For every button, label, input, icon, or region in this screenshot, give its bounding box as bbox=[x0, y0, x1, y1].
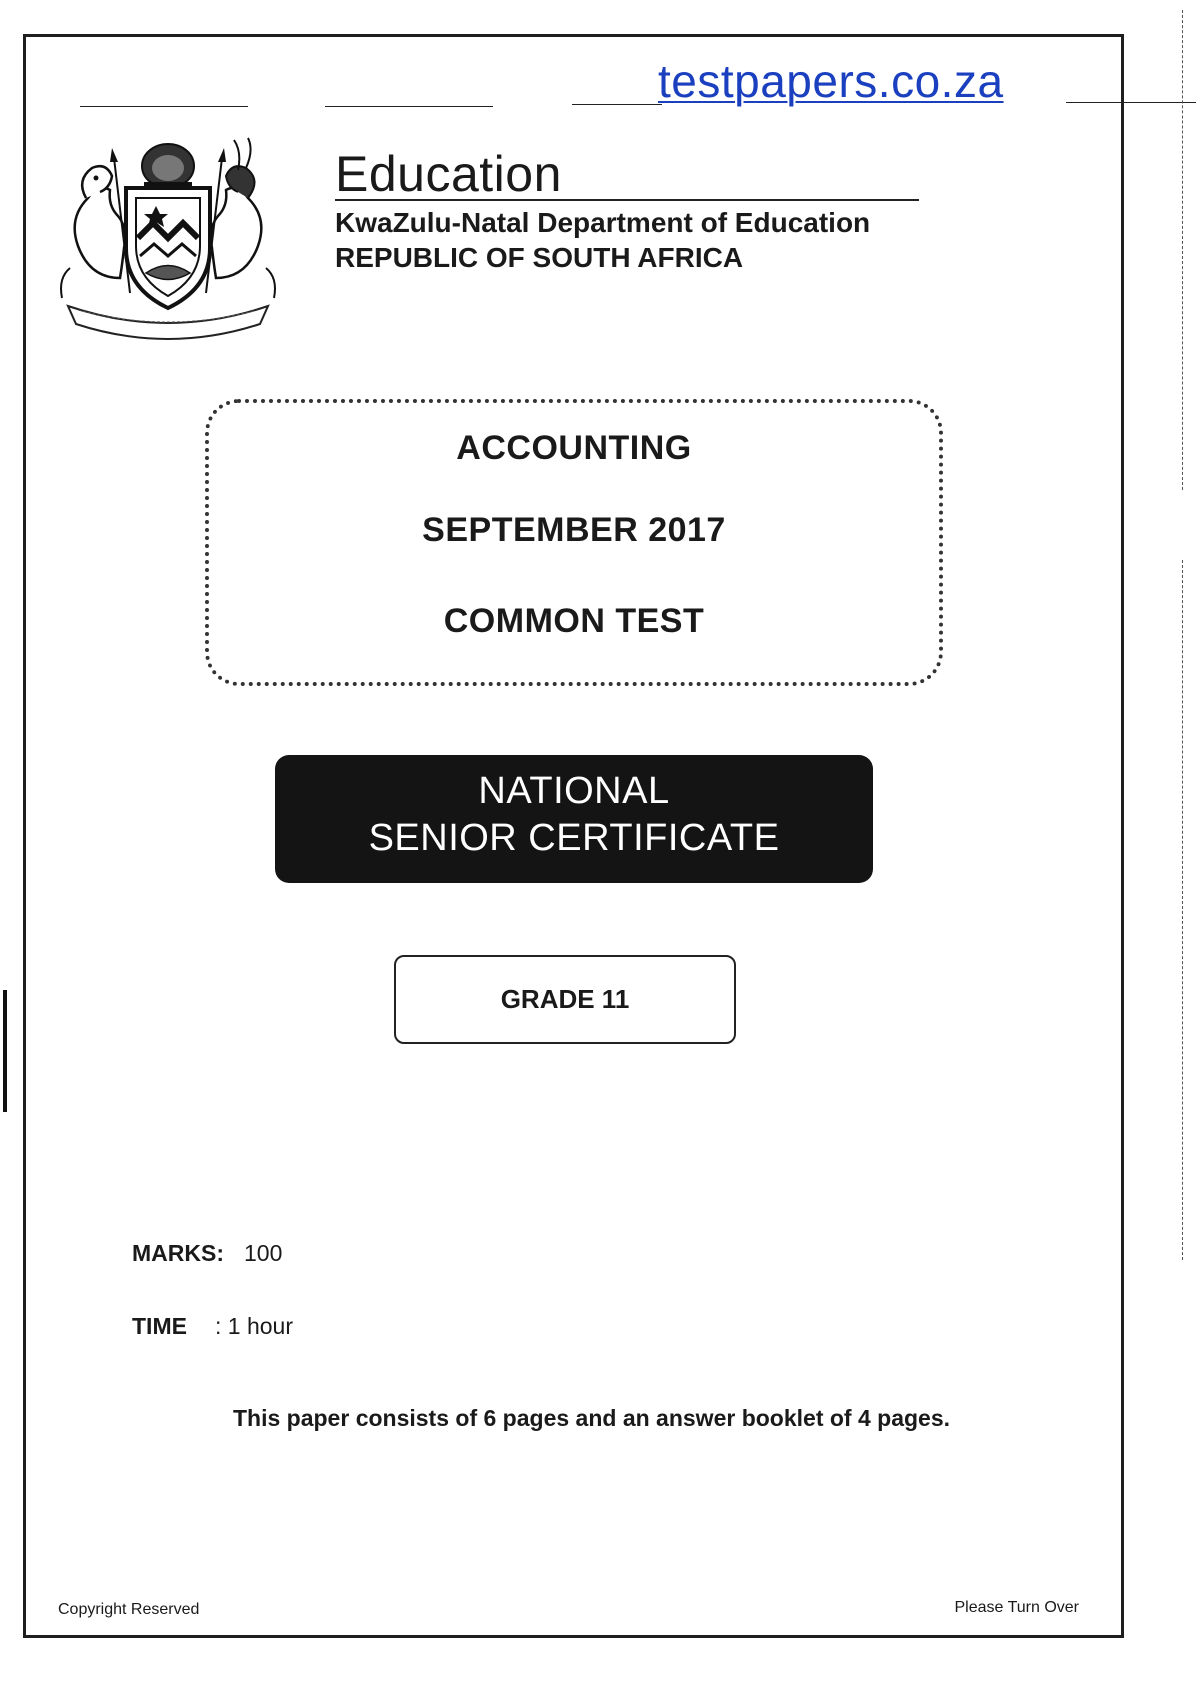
title-underline bbox=[335, 199, 919, 201]
department-name: KwaZulu-Natal Department of Education bbox=[335, 207, 871, 238]
exam-type: COMMON TEST bbox=[443, 602, 705, 640]
grade-box bbox=[394, 955, 736, 1044]
subject-title: ACCOUNTING bbox=[456, 429, 692, 467]
exam-session: SEPTEMBER 2017 bbox=[422, 511, 726, 549]
time-value: : 1 hour bbox=[215, 1313, 293, 1339]
marks-value: 100 bbox=[244, 1240, 283, 1266]
certificate-line-2: SENIOR CERTIFICATE bbox=[368, 817, 780, 859]
header-rule-segment bbox=[325, 106, 493, 107]
watermark-link[interactable]: testpapers.co.za bbox=[658, 55, 1004, 107]
pages-note: This paper consists of 6 pages and an answer booklet of 4 pages. bbox=[233, 1405, 951, 1431]
coat-of-arms-icon bbox=[48, 128, 288, 343]
time-label: TIME bbox=[132, 1313, 187, 1339]
subject-box bbox=[205, 399, 943, 686]
certificate-banner bbox=[275, 755, 873, 883]
scan-edge-mark bbox=[1182, 10, 1183, 490]
scan-edge-mark bbox=[1182, 560, 1183, 1260]
footer-copyright: Copyright Reserved bbox=[58, 1601, 200, 1618]
grade-label: GRADE 11 bbox=[500, 984, 630, 1014]
scan-edge-bar bbox=[3, 990, 7, 1112]
marks-label: MARKS: bbox=[132, 1240, 224, 1266]
header-rule-segment bbox=[1066, 102, 1196, 103]
certificate-line-1: NATIONAL bbox=[478, 770, 670, 812]
header-rule-segment bbox=[80, 106, 248, 107]
department-title: Education bbox=[335, 146, 562, 202]
country-name: REPUBLIC OF SOUTH AFRICA bbox=[335, 242, 744, 273]
footer-turn-over: Please Turn Over bbox=[954, 1599, 1079, 1616]
header-rule-segment bbox=[572, 104, 662, 105]
